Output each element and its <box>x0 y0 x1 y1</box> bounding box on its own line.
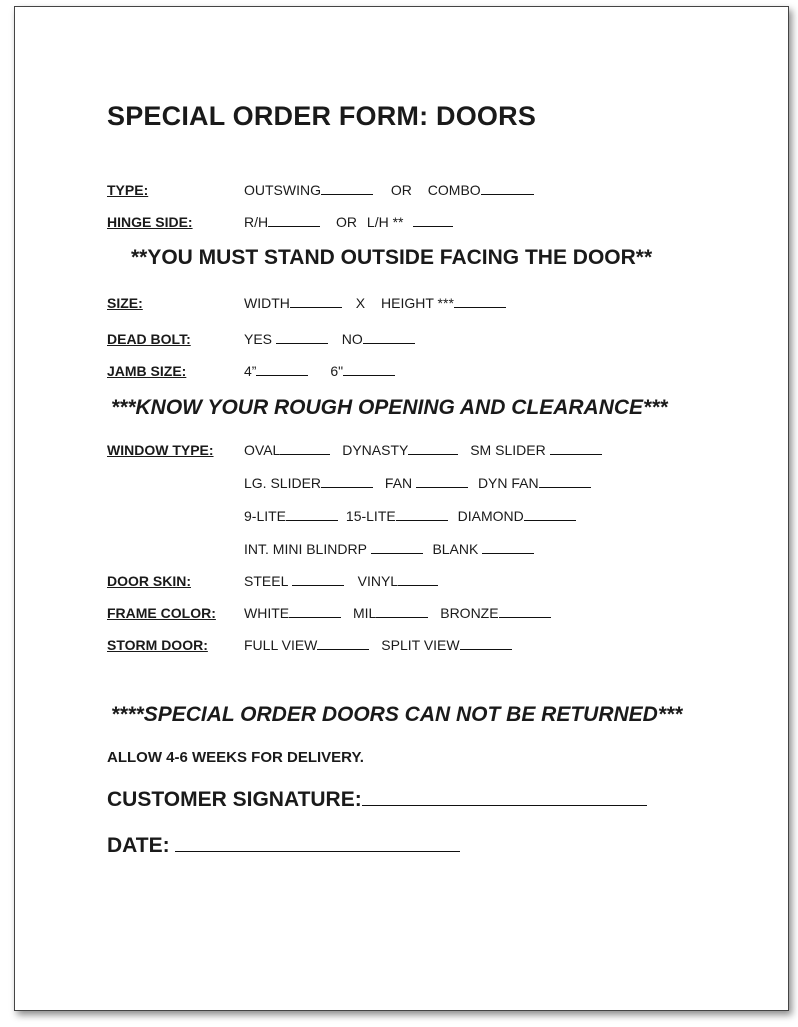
page-title: SPECIAL ORDER FORM: DOORS <box>107 101 537 131</box>
storm-split-view-label: SPLIT VIEW <box>381 637 460 653</box>
window-lg-slider-label: LG. SLIDER <box>244 475 322 491</box>
date-line <box>107 833 460 858</box>
rough-opening-warning: ***KNOW YOUR ROUGH OPENING AND CLEARANCE*** <box>111 396 668 419</box>
window-fan-label: FAN <box>384 475 413 491</box>
hinge-lh-label: L/H ** <box>366 214 404 230</box>
door-skin-label: DOOR SKIN: <box>107 573 191 589</box>
form-page <box>14 6 789 1011</box>
window-type-label: WINDOW TYPE: <box>107 442 214 458</box>
storm-door-options <box>244 637 512 653</box>
window-dyn-fan-label: DYN FAN <box>477 475 539 491</box>
frame-mil-label: MIL <box>353 605 377 621</box>
size-label: SIZE: <box>107 295 143 311</box>
hinge-rh-label: R/H <box>244 214 269 230</box>
hinge-side-label: HINGE SIDE: <box>107 214 193 230</box>
jamb-size-label: JAMB SIZE: <box>107 363 187 379</box>
jamb-6in-blank[interactable] <box>343 363 395 376</box>
frame-bronze-blank[interactable] <box>499 605 551 618</box>
date-blank[interactable] <box>175 833 460 852</box>
size-height-label: HEIGHT *** <box>381 295 454 311</box>
frame-white-blank[interactable] <box>289 605 341 618</box>
signature-blank[interactable] <box>362 787 647 806</box>
window-row-2 <box>244 475 591 491</box>
type-outswing-label: OUTSWING <box>244 182 321 198</box>
window-dynasty-label: DYNASTY <box>342 442 409 458</box>
jamb-6in-label: 6" <box>330 363 344 379</box>
delivery-note: ALLOW 4-6 WEEKS FOR DELIVERY. <box>107 749 364 766</box>
type-combo-label: COMBO <box>427 182 481 198</box>
window-diamond-blank[interactable] <box>524 508 576 521</box>
skin-vinyl-blank[interactable] <box>398 573 438 586</box>
skin-steel-label: STEEL <box>244 573 288 589</box>
storm-split-view-blank[interactable] <box>460 637 512 650</box>
window-15lite-blank[interactable] <box>396 508 448 521</box>
skin-vinyl-label: VINYL <box>357 573 399 589</box>
signature-label: CUSTOMER SIGNATURE: <box>107 788 362 811</box>
skin-steel-blank[interactable] <box>292 573 344 586</box>
jamb-4in-label: 4” <box>244 363 257 379</box>
window-blank-blank[interactable] <box>482 541 534 554</box>
window-sm-slider-blank[interactable] <box>550 442 602 455</box>
door-skin-options <box>244 573 438 589</box>
dead-bolt-label: DEAD BOLT: <box>107 331 191 347</box>
window-oval-blank[interactable] <box>280 442 330 455</box>
frame-color-label: FRAME COLOR: <box>107 605 216 621</box>
frame-mil-blank[interactable] <box>376 605 428 618</box>
stand-outside-warning: **YOU MUST STAND OUTSIDE FACING THE DOOR** <box>131 246 653 269</box>
hinge-or: OR <box>336 214 358 230</box>
frame-white-label: WHITE <box>244 605 290 621</box>
frame-bronze-label: BRONZE <box>440 605 499 621</box>
type-outswing-blank[interactable] <box>321 182 373 195</box>
window-9lite-blank[interactable] <box>286 508 338 521</box>
storm-full-view-blank[interactable] <box>317 637 369 650</box>
hinge-rh-blank[interactable] <box>268 214 320 227</box>
size-height-blank[interactable] <box>454 295 506 308</box>
window-row-1 <box>244 442 602 458</box>
window-row-3 <box>244 508 576 524</box>
deadbolt-no-blank[interactable] <box>363 331 415 344</box>
window-mini-blind-blank[interactable] <box>371 541 423 554</box>
hinge-lh-blank[interactable] <box>413 214 453 227</box>
window-mini-blind-label: INT. MINI BLINDRP <box>244 541 367 557</box>
window-fan-blank[interactable] <box>416 475 468 488</box>
size-width-label: WIDTH <box>244 295 290 311</box>
deadbolt-no-label: NO <box>341 331 363 347</box>
storm-full-view-label: FULL VIEW <box>244 637 318 653</box>
storm-door-label: STORM DOOR: <box>107 637 208 653</box>
window-row-4 <box>244 541 534 557</box>
jamb-options <box>244 363 395 379</box>
window-15lite-label: 15-LITE <box>345 508 396 524</box>
size-x: X <box>355 295 366 311</box>
window-dynasty-blank[interactable] <box>408 442 458 455</box>
dead-bolt-options <box>244 331 415 347</box>
type-label: TYPE: <box>107 182 149 198</box>
window-lg-slider-blank[interactable] <box>321 475 373 488</box>
window-diamond-label: DIAMOND <box>457 508 524 524</box>
window-sm-slider-label: SM SLIDER <box>470 442 546 458</box>
window-oval-label: OVAL <box>244 442 281 458</box>
hinge-options <box>244 214 453 230</box>
date-label: DATE: <box>107 834 170 857</box>
type-options <box>244 182 534 198</box>
window-9lite-label: 9-LITE <box>244 508 287 524</box>
size-options <box>244 295 506 311</box>
deadbolt-yes-label: YES <box>244 331 273 347</box>
customer-signature-line <box>107 787 647 812</box>
size-width-blank[interactable] <box>290 295 342 308</box>
jamb-4in-blank[interactable] <box>256 363 308 376</box>
type-or: OR <box>390 182 412 198</box>
window-dyn-fan-blank[interactable] <box>539 475 591 488</box>
window-blank-label: BLANK <box>432 541 479 557</box>
frame-color-options <box>244 605 551 621</box>
deadbolt-yes-blank[interactable] <box>276 331 328 344</box>
type-combo-blank[interactable] <box>481 182 534 195</box>
no-returns-warning: ****SPECIAL ORDER DOORS CAN NOT BE RETURNED*** <box>111 703 683 726</box>
